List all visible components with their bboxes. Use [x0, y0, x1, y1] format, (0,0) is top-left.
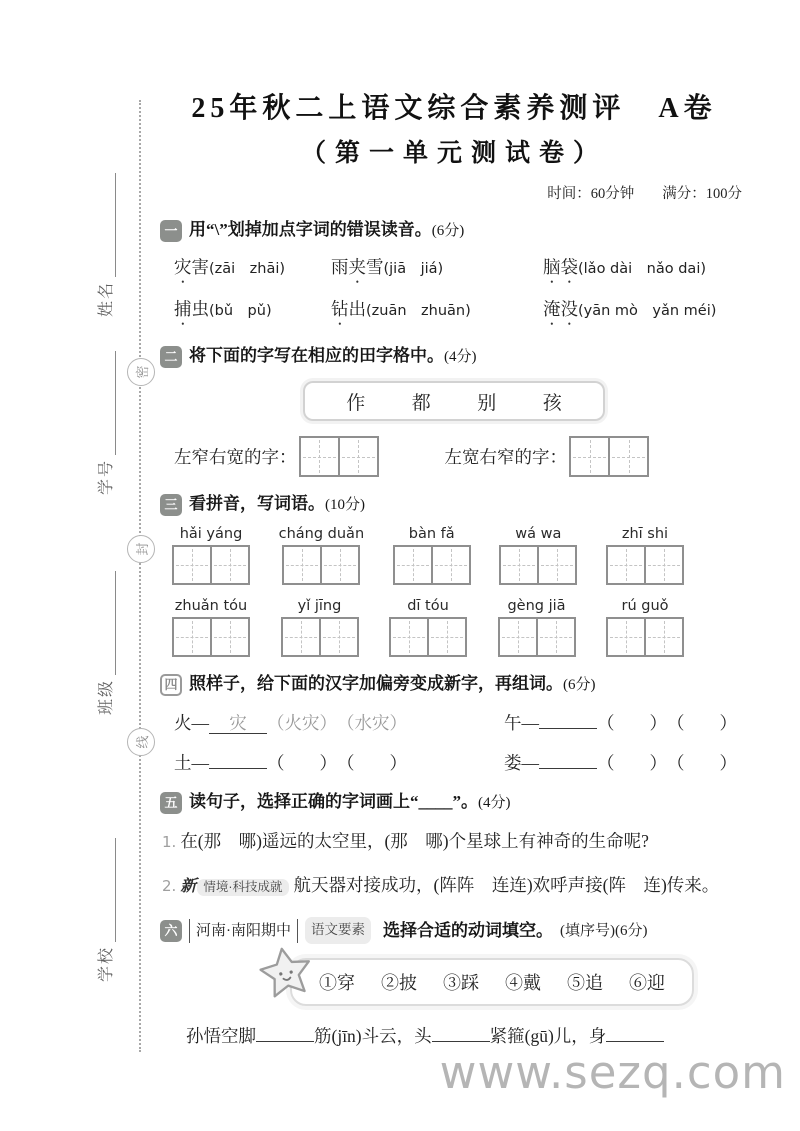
writing-grid: [393, 545, 471, 585]
item-number: 1.: [162, 833, 177, 851]
field-student-number-line: [101, 351, 116, 455]
phonetic-item: 钻出(zuān zhuān): [331, 299, 471, 319]
writing-grid: [569, 436, 649, 477]
tianzige-cell: [427, 619, 465, 655]
seal-char-mi: 密: [127, 358, 155, 386]
pinyin-word-group: zhī shi: [606, 526, 684, 585]
radical-item: 土— （ ）（ ）: [174, 753, 407, 773]
paper-subtitle: （第一单元测试卷）: [300, 140, 607, 167]
field-student-number-label: 学号: [98, 458, 115, 495]
new-context-badge: 新: [180, 878, 197, 895]
context-pill: 情境·科技成就: [197, 879, 288, 896]
section-six-score: (6分): [615, 922, 648, 939]
writing-grid: [172, 617, 250, 657]
time-limit: 时间：60分钟: [547, 186, 635, 202]
phonetic-item: 脑袋(lǎo dài nǎo dai): [543, 257, 707, 277]
tianzige-cell: [210, 547, 248, 583]
writing-grid: [389, 617, 467, 657]
field-school-label: 学校: [98, 945, 115, 982]
character-bank: [303, 381, 605, 421]
writing-grid: [606, 545, 684, 585]
tianzige-cell: [319, 619, 357, 655]
bank-char: 孩: [542, 392, 562, 414]
tianzige-cell: [210, 619, 248, 655]
phonetic-item: 雨夹雪(jiā jiá): [331, 257, 444, 277]
pinyin-word-group: dī tóu: [389, 598, 467, 657]
field-name-line: [101, 173, 116, 277]
tianzige-cell: [283, 619, 319, 655]
section-four-items: [174, 710, 748, 775]
section-one-score: (6分): [431, 223, 465, 239]
section-three-score: (10分): [325, 497, 365, 513]
tianzige-cell: [174, 547, 210, 583]
tianzige-cell: [391, 619, 427, 655]
verb-option: ⑤追: [567, 973, 603, 993]
tianzige-cell: [644, 619, 682, 655]
pinyin-word-group: rú guǒ: [606, 598, 684, 657]
pinyin-word-group: yǐ jīng: [281, 598, 359, 657]
field-name: [96, 157, 116, 317]
answer-line: 灾: [209, 713, 267, 734]
verb-option: ①穿: [319, 973, 355, 993]
star-icon: [254, 941, 319, 1006]
pinyin-word-group: wá wa: [499, 526, 577, 585]
tianzige-cell: [338, 438, 377, 475]
tianzige-cell: [320, 547, 358, 583]
phonetic-item: 捕虫(bǔ pǔ): [174, 299, 272, 319]
section-three-badge: 三: [160, 494, 182, 516]
tianzige-cell: [174, 619, 210, 655]
section-two-header: [160, 344, 748, 369]
verb-option: ③踩: [443, 973, 479, 993]
radical-item: 娄— （ ）（ ）: [504, 753, 737, 773]
field-class-label: 班级: [98, 678, 115, 715]
paper-title: 25年秋二上语文综合素养测评 A卷: [191, 93, 717, 124]
field-school: [96, 822, 116, 982]
tianzige-cell: [431, 547, 469, 583]
section-one-header: [160, 218, 748, 243]
radical-item: 火— 灾 （火灾）（水灾）: [174, 713, 407, 733]
sentence-item-2: 2. 新 情境·科技成就 航天器对接成功，(阵阵 连连)欢呼声接(阵 连)传来。: [162, 875, 720, 895]
section-six-title: 选择合适的动词填空。: [383, 920, 553, 940]
section-two-title: 将下面的字写在相应的田字格中。(4分): [189, 346, 477, 365]
seal-char-xian: 线: [127, 728, 155, 756]
tianzige-cell: [301, 438, 338, 475]
section-three-title: 看拼音，写词语。(10分): [189, 494, 365, 513]
tianzige-cell: [395, 547, 431, 583]
pinyin-word-group: cháng duǎn: [279, 526, 365, 585]
exam-source: 河南·南阳期中: [189, 919, 298, 943]
section-five: [160, 790, 748, 904]
section-three-header: [160, 492, 748, 517]
writing-grid: [172, 545, 250, 585]
seal-char-feng: 封: [127, 535, 155, 563]
field-class: [96, 555, 116, 715]
watermark: www.sezq.com: [439, 1046, 786, 1099]
pinyin-row: [172, 598, 684, 657]
answer-blank: [432, 1023, 490, 1042]
section-five-badge: 五: [160, 792, 182, 814]
tianzige-cell: [500, 619, 536, 655]
section-four: [160, 672, 748, 775]
element-pill: 语文要素: [305, 917, 371, 944]
section-two-score: (4分): [444, 349, 477, 365]
section-two-answers: [174, 436, 748, 477]
verb-option: ⑥迎: [629, 973, 665, 993]
pinyin-word-group: bàn fǎ: [393, 526, 471, 585]
answer-line: [209, 768, 267, 769]
seal-dotted-line: [139, 100, 141, 1052]
section-five-score: (4分): [478, 795, 511, 811]
section-two-badge: 二: [160, 346, 182, 368]
verb-bank: [290, 958, 694, 1006]
item-number: 2.: [162, 877, 177, 895]
tianzige-cell: [536, 619, 574, 655]
tianzige-cell: [537, 547, 575, 583]
answer-line: [539, 728, 597, 729]
section-six-note: (填序号)(6分): [560, 922, 648, 939]
radical-item: 午— （ ）（ ）: [504, 713, 737, 733]
writing-grid: [606, 617, 684, 657]
narrow-left-label: 左窄右宽的字：: [174, 447, 297, 467]
section-four-badge: 四: [160, 674, 182, 696]
section-one-badge: 一: [160, 220, 182, 242]
verb-option: ④戴: [505, 973, 541, 993]
sentence-item-1: 1. 在(那 哪)遥远的太空里，(那 哪)个星球上有神奇的生命呢?: [162, 831, 649, 851]
writing-grid: [499, 545, 577, 585]
section-four-header: [160, 672, 748, 697]
section-one-items: [174, 254, 748, 329]
section-four-title: 照样子，给下面的汉字加偏旁变成新字，再组词。(6分): [189, 674, 596, 693]
section-one-title: 用“\”划掉加点字词的错误读音。(6分): [189, 220, 465, 239]
answer-line: [539, 768, 597, 769]
section-three: [160, 492, 748, 657]
writing-grid: [282, 545, 360, 585]
writing-grid: [299, 436, 379, 477]
section-six: [160, 917, 748, 1048]
tianzige-cell: [608, 438, 647, 475]
field-school-line: [101, 838, 116, 942]
bank-char: 别: [477, 392, 497, 414]
bank-char: 都: [411, 392, 431, 414]
tianzige-cell: [571, 438, 608, 475]
tianzige-cell: [608, 547, 644, 583]
wide-left-label: 左宽右窄的字：: [444, 447, 567, 467]
paper-meta: [160, 182, 748, 203]
section-two: [160, 344, 748, 477]
section-five-header: [160, 790, 748, 815]
pinyin-word-group: gèng jiā: [498, 598, 576, 657]
pinyin-word-group: hǎi yáng: [172, 526, 250, 585]
tianzige-cell: [644, 547, 682, 583]
verb-option: ②披: [381, 973, 417, 993]
answer-blank: [606, 1023, 664, 1042]
section-five-title: 读句子，选择正确的字词画上“____”。(4分): [189, 792, 511, 811]
phonetic-item: 淹没(yān mò yǎn méi): [543, 299, 717, 319]
fill-in-sentence: 孙悟空脚 筋(jīn)斗云，头 紧箍(gū)儿，身: [186, 1023, 748, 1048]
phonetic-item: 灾害(zāi zhāi): [174, 257, 286, 277]
pinyin-word-group: zhuǎn tóu: [172, 598, 250, 657]
paper-main: [160, 86, 748, 1048]
pinyin-row: [172, 526, 684, 585]
tianzige-cell: [608, 619, 644, 655]
full-score: 满分：100分: [662, 186, 742, 202]
field-class-line: [101, 571, 116, 675]
field-name-label: 姓名: [98, 280, 115, 317]
writing-grid: [281, 617, 359, 657]
section-six-header: [160, 917, 748, 944]
section-six-badge: 六: [160, 920, 182, 942]
field-student-number: [96, 335, 116, 495]
writing-grid: [498, 617, 576, 657]
bank-char: 作: [346, 392, 366, 414]
section-one: [160, 218, 748, 329]
tianzige-cell: [501, 547, 537, 583]
tianzige-cell: [284, 547, 320, 583]
section-four-score: (6分): [563, 677, 596, 693]
answer-blank: [256, 1023, 314, 1042]
